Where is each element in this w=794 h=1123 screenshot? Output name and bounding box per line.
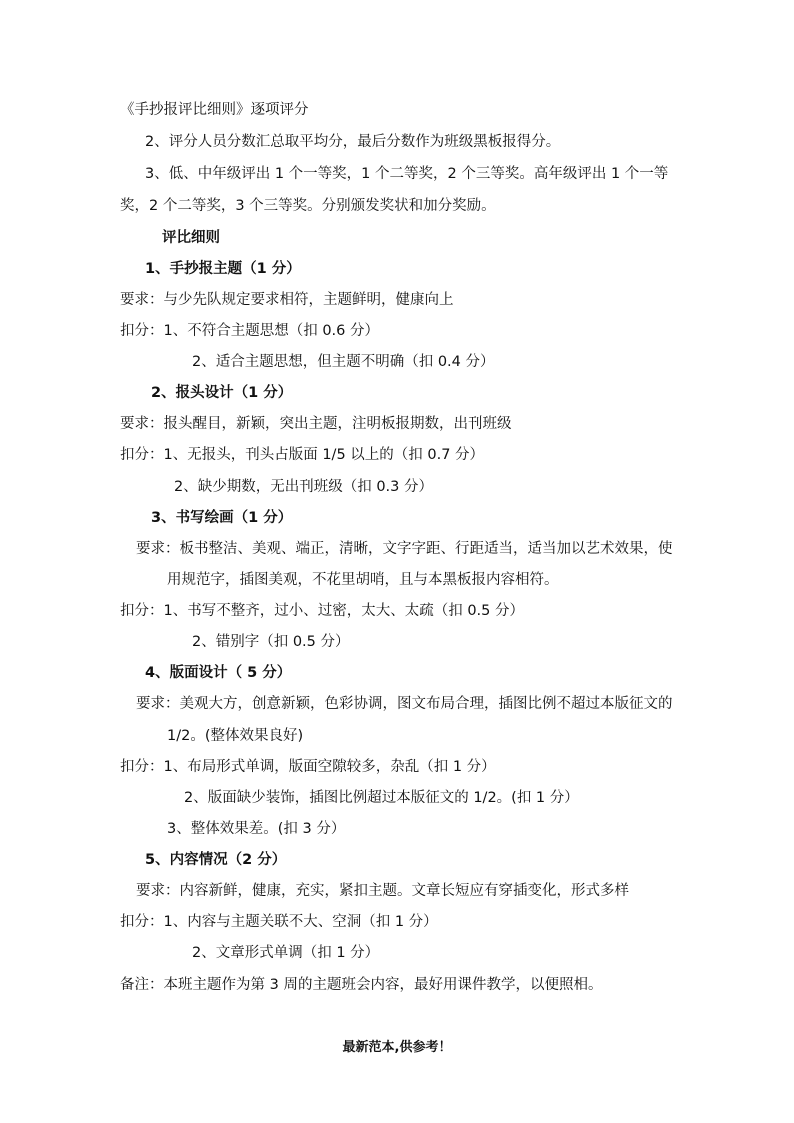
section-1-deduction-1: 扣分：1、不符合主题思想（扣 0.6 分） xyxy=(120,323,380,339)
section-3-requirement-a: 要求：板书整洁、美观、端正，清晰，文字字距、行距适当，适当加以艺术效果，使 xyxy=(136,541,673,557)
section-4-requirement-b: 1/2。(整体效果良好) xyxy=(167,728,304,744)
note: 备注：本班主题作为第 3 周的主题班会内容，最好用课件教学，以便照相。 xyxy=(120,977,603,993)
section-4-requirement-a: 要求：美观大方，创意新颖，色彩协调，图文布局合理，插图比例不超过本版征文的 xyxy=(136,696,673,712)
section-2-deduction-1: 扣分：1、无报头，刊头占版面 1/5 以上的（扣 0.7 分） xyxy=(120,447,485,463)
section-3-title: 3、书写绘画（1 分） xyxy=(151,510,293,526)
section-2-requirement: 要求：报头醒目，新颖，突出主题，注明板报期数，出刊班级 xyxy=(120,416,512,432)
section-5-deduction-2: 2、文章形式单调（扣 1 分） xyxy=(192,945,380,961)
section-3-requirement-b: 用规范字，插图美观，不花里胡哨，且与本黑板报内容相符。 xyxy=(167,572,559,588)
section-1-requirement: 要求：与少先队规定要求相符，主题鲜明，健康向上 xyxy=(120,292,454,308)
section-3-deduction-1: 扣分：1、书写不整齐，过小、过密，太大、太疏（扣 0.5 分） xyxy=(120,603,525,619)
section-4-deduction-2: 2、版面缺少装饰，插图比例超过本版征文的 1/2。(扣 1 分） xyxy=(184,790,579,806)
footer-text: 最新范本,供参考！ xyxy=(342,1040,452,1055)
intro-line-3a: 3、低、中年级评出 1 个一等奖，1 个二等奖，2 个三等奖。高年级评出 1 个一等 xyxy=(145,166,669,182)
section-2-title: 2、报头设计（1 分） xyxy=(151,385,293,401)
section-1-title: 1、手抄报主题（1 分） xyxy=(145,261,301,277)
section-4-deduction-3: 3、整体效果差。(扣 3 分） xyxy=(167,821,346,837)
intro-line-3b: 奖，2 个二等奖，3 个三等奖。分别颁发奖状和加分奖励。 xyxy=(120,198,496,214)
section-5-deduction-1: 扣分：1、内容与主题关联不大、空洞（扣 1 分） xyxy=(120,914,438,930)
section-4-title: 4、版面设计（ 5 分） xyxy=(145,665,292,681)
section-1-deduction-2: 2、适合主题思想，但主题不明确（扣 0.4 分） xyxy=(192,354,495,370)
section-5-title: 5、内容情况（2 分） xyxy=(145,852,287,868)
intro-line-1: 《手抄报评比细则》逐项评分 xyxy=(120,102,309,118)
section-3-deduction-2: 2、错别字（扣 0.5 分） xyxy=(192,634,350,650)
intro-line-2: 2、评分人员分数汇总取平均分，最后分数作为班级黑板报得分。 xyxy=(145,134,561,150)
section-4-deduction-1: 扣分：1、布局形式单调，版面空隙较多，杂乱（扣 1 分） xyxy=(120,759,496,775)
details-title: 评比细则 xyxy=(162,230,220,246)
section-2-deduction-2: 2、缺少期数，无出刊班级（扣 0.3 分） xyxy=(174,479,434,495)
section-5-requirement: 要求：内容新鲜，健康，充实，紧扣主题。文章长短应有穿插变化，形式多样 xyxy=(136,883,629,899)
